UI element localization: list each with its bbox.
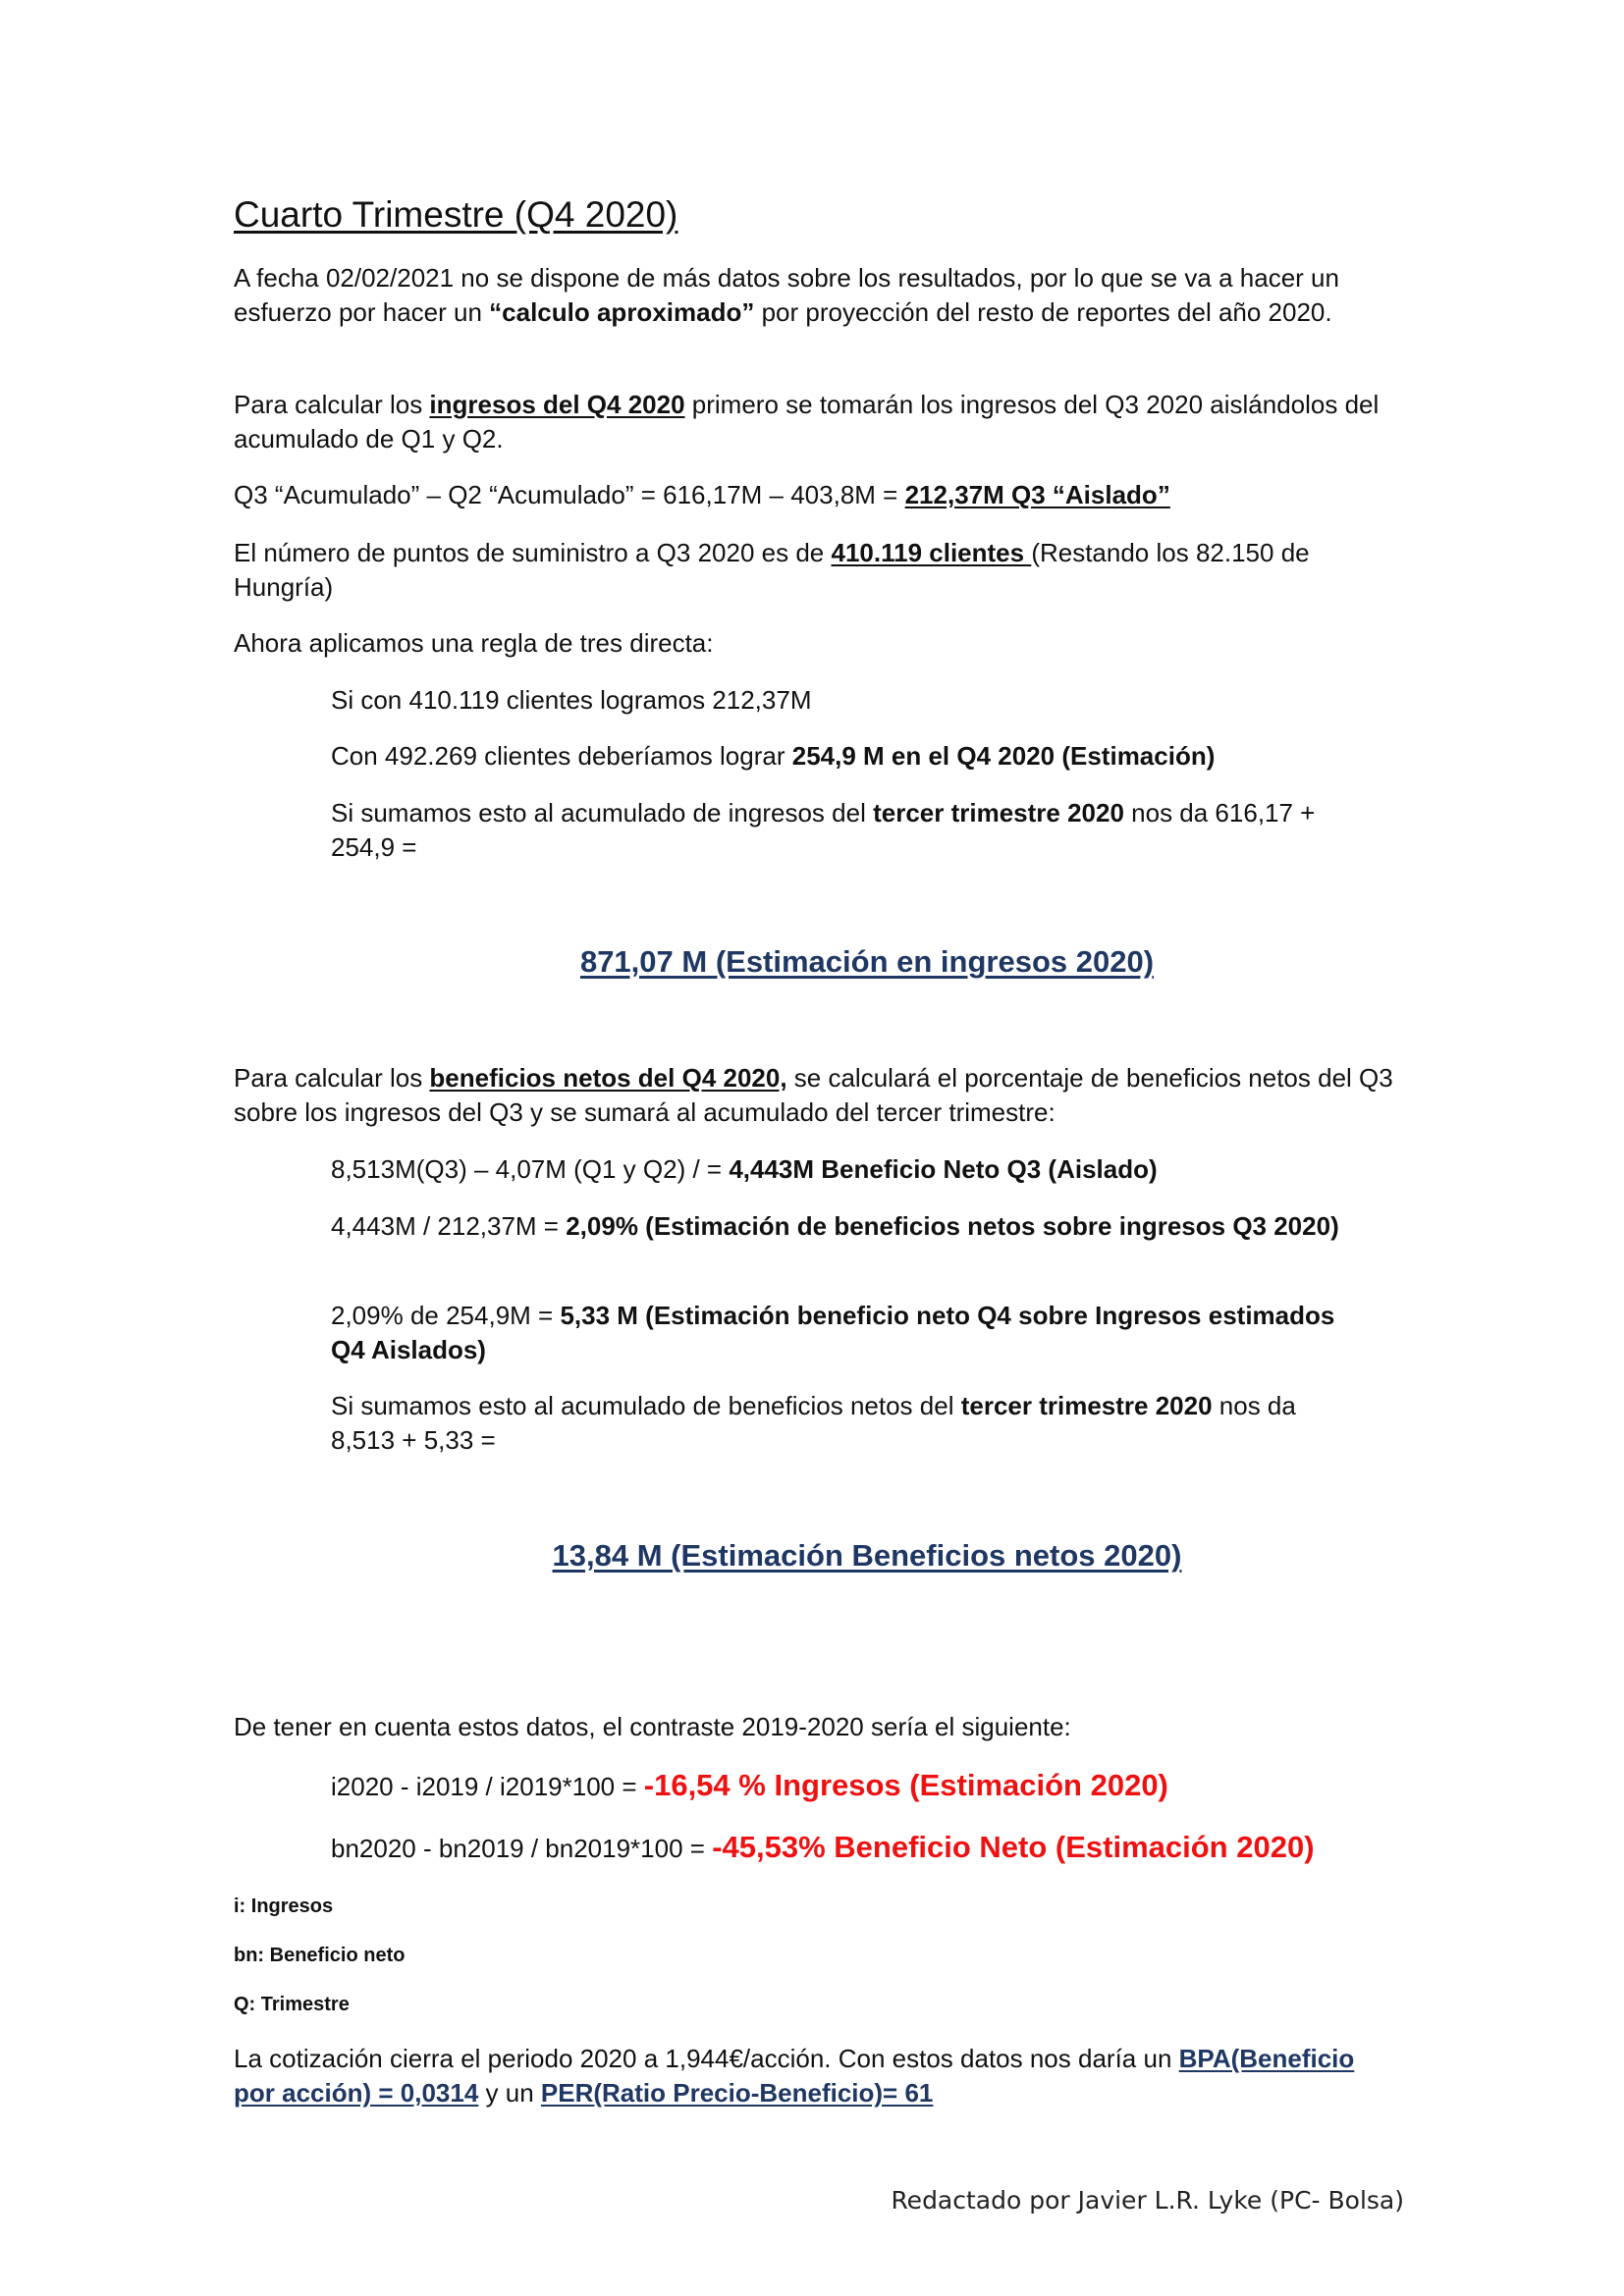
regla-line-2-text: Con 492.269 clientes deberíamos lograr — [331, 741, 792, 771]
regla-paragraph: Ahora aplicamos una regla de tres directa: — [234, 628, 714, 658]
result-ingresos — [234, 942, 1500, 982]
ben-line-1-text: 8,513M(Q3) – 4,07M (Q1 y Q2) / = — [331, 1154, 730, 1184]
ben-line-3-bold: 5,33 M (Estimación beneficio neto Q4 sobre Ingresos estimados Q4 Aislados) — [331, 1301, 1335, 1364]
ben-line-4-text-end: nos da 8,513 + 5,33 = — [331, 1391, 1296, 1455]
contraste-beneficio-result: -45,53% Beneficio Neto (Estimación 2020) — [712, 1830, 1315, 1864]
regla-line-3-text-end: nos da 616,17 + 254,9 = — [331, 798, 1316, 862]
contraste-beneficio — [331, 1830, 1352, 1866]
result-beneficios — [234, 1536, 1500, 1575]
ben-line-3 — [331, 1299, 1352, 1367]
ben-line-2 — [331, 1209, 1352, 1244]
beneficios-intro-paragraph — [234, 1061, 1402, 1130]
per-value: PER(Ratio Precio-Beneficio)= 61 — [540, 2078, 934, 2108]
puntos-text-end: (Restando los 82.150 de Hungría) — [234, 538, 1310, 602]
intro-bold: “calculo aproximado” — [489, 297, 755, 327]
bpa-value: BPA(Beneficio por acción) = 0,0314 — [234, 2044, 1355, 2108]
ben-line-2-text: 4,443M / 212,37M = — [331, 1211, 567, 1241]
ben-line-2-bold: 2,09% (Estimación de beneficios netos sobre ingresos Q3 2020) — [566, 1211, 1339, 1241]
ben-line-4 — [331, 1389, 1352, 1458]
beneficios-q4-link: beneficios netos del Q4 2020, — [429, 1063, 787, 1093]
legend-i: i: Ingresos — [234, 1896, 334, 1917]
ben-line-4-bold: tercer trimestre 2020 — [960, 1391, 1213, 1420]
intro-text: A fecha 02/02/2021 no se dispone de más datos sobre los resultados, por lo que se va a hacer un esfuerzo por hacer un — [234, 263, 1339, 327]
puntos-paragraph — [234, 536, 1402, 605]
ben-line-4-text: Si sumamos esto al acumulado de beneficios netos del — [331, 1391, 961, 1420]
q3-formula-text: Q3 “Acumulado” – Q2 “Acumulado” = 616,17M – 403,8M = — [234, 480, 905, 509]
ben-line-1 — [331, 1152, 1352, 1187]
legend-bn: bn: Beneficio neto — [234, 1945, 406, 1966]
ingresos-intro-paragraph — [234, 388, 1402, 456]
ingresos-intro-text-end: primero se tomarán los ingresos del Q3 2020 aislándolos del acumulado de Q1 y Q2. — [234, 390, 1380, 454]
regla-line-3-bold: tercer trimestre 2020 — [873, 798, 1124, 828]
regla-line-1: Si con 410.119 clientes logramos 212,37M — [331, 685, 812, 715]
intro-paragraph — [234, 261, 1402, 330]
regla-line-3 — [331, 796, 1352, 865]
cotizacion-text-mid: y un — [478, 2078, 541, 2108]
ingresos-q4-link: ingresos del Q4 2020 — [429, 390, 685, 419]
beneficios-intro-text-end: se calculará el porcentaje de beneficios netos del Q3 sobre los ingresos del Q3 y se sumará al acumulado del tercer trimestre: — [234, 1063, 1393, 1127]
beneficios-intro-text: Para calcular los — [234, 1063, 430, 1093]
puntos-text: El número de puntos de suministro a Q3 2020 es de — [234, 538, 832, 567]
cotizacion-paragraph — [234, 2042, 1402, 2110]
cotizacion-text: La cotización cierra el periodo 2020 a 1,944€/acción. Con estos datos nos daría un — [234, 2044, 1179, 2073]
contraste-beneficio-text: bn2020 - bn2019 / bn2019*100 = — [331, 1834, 713, 1863]
contraste-ingresos-text: i2020 - i2019 / i2019*100 = — [331, 1772, 644, 1801]
q3-formula-paragraph — [234, 478, 1402, 512]
page-title: Cuarto Trimestre (Q4 2020) — [234, 194, 678, 235]
intro-text-end: por proyección del resto de reportes del año 2020. — [754, 297, 1332, 327]
regla-line-2-bold: 254,9 M en el Q4 2020 (Estimación) — [791, 741, 1216, 771]
result-beneficios-text: 13,84 M (Estimación Beneficios netos 2020) — [552, 1538, 1182, 1573]
contraste-paragraph: De tener en cuenta estos datos, el contraste 2019-2020 sería el siguiente: — [234, 1712, 1071, 1741]
result-ingresos-text: 871,07 M (Estimación en ingresos 2020) — [579, 944, 1155, 979]
contraste-ingresos — [331, 1768, 1352, 1804]
puntos-clients: 410.119 clientes — [831, 538, 1032, 567]
ben-line-3-text: 2,09% de 254,9M = — [331, 1301, 561, 1330]
ben-line-1-bold: 4,443M Beneficio Neto Q3 (Aislado) — [729, 1154, 1158, 1184]
contraste-ingresos-result: -16,54 % Ingresos (Estimación 2020) — [643, 1768, 1168, 1802]
legend-q: Q: Trimestre — [234, 1994, 350, 2015]
regla-line-2 — [331, 739, 1352, 774]
ingresos-intro-text: Para calcular los — [234, 390, 430, 419]
regla-line-3-text: Si sumamos esto al acumulado de ingresos del — [331, 798, 874, 828]
q3-formula-result: 212,37M Q3 “Aislado” — [904, 480, 1170, 509]
footer-author: Redactado por Javier L.R. Lyke (PC- Bolsa) — [891, 2186, 1404, 2215]
